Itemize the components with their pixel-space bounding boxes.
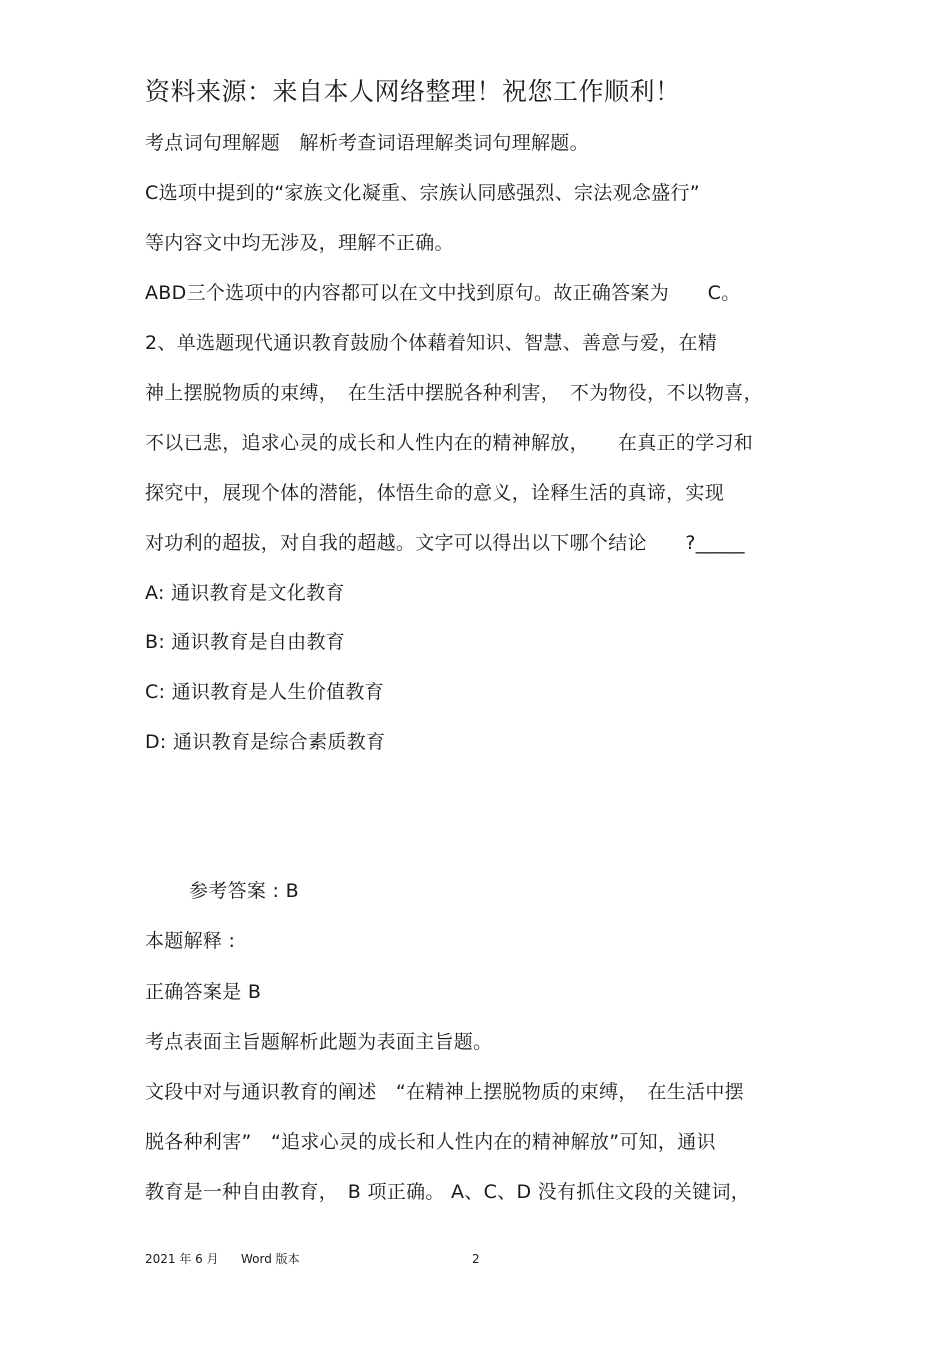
footer-version: Word 版本 — [241, 1252, 300, 1266]
question-line: 对功利的超拔，对自我的超越。文字可以得出以下哪个结论 ?_____ — [145, 532, 745, 554]
page-title: 资料来源：来自本人网络整理！祝您工作顺利！ — [145, 77, 681, 106]
explanation-line: 教育是一种自由教育， B 项正确。 A、C、D 没有抓住文段的关键词， — [145, 1181, 751, 1203]
footer-date: 2021 年 6 月 — [145, 1252, 219, 1266]
option-b: B: 通识教育是自由教育 — [145, 631, 346, 653]
option-d: D: 通识教育是综合素质教育 — [145, 731, 386, 753]
body-line: ABD三个选项中的内容都可以在文中找到原句。故正确答案为 C。 — [145, 282, 741, 304]
reference-answer: 参考答案 : B — [189, 880, 299, 902]
question-line: 神上摆脱物质的束缚， 在生活中摆脱各种利害， 不为物役，不以物喜， — [145, 382, 763, 404]
question-line: 2、单选题现代通识教育鼓励个体藉着知识、智慧、善意与爱，在精 — [145, 332, 718, 354]
footer-page-number: 2 — [472, 1252, 480, 1266]
option-a: A: 通识教育是文化教育 — [145, 582, 345, 604]
explanation-line: 考点表面主旨题解析此题为表面主旨题。 — [145, 1031, 493, 1053]
question-line: 不以已悲，追求心灵的成长和人性内在的精神解放， 在真正的学习和 — [145, 432, 754, 454]
explanation-line: 本题解释 : — [145, 930, 236, 952]
question-line: 探究中，展现个体的潜能，体悟生命的意义，诠释生活的真谛，实现 — [145, 482, 725, 504]
body-line: C选项中提到的“家族文化凝重、宗族认同感强烈、宗法观念盛行” — [145, 182, 700, 204]
explanation-line: 文段中对与通识教育的阐述 “在精神上摆脱物质的束缚， 在生活中摆 — [145, 1081, 744, 1103]
body-line: 考点词句理解题 解析考查词语理解类词句理解题。 — [145, 132, 589, 154]
explanation-line: 脱各种利害” “追求心灵的成长和人性内在的精神解放”可知，通识 — [145, 1131, 716, 1153]
body-line: 等内容文中均无涉及，理解不正确。 — [145, 232, 454, 254]
option-c: C: 通识教育是人生价值教育 — [145, 681, 384, 703]
explanation-line: 正确答案是 B — [145, 981, 262, 1003]
